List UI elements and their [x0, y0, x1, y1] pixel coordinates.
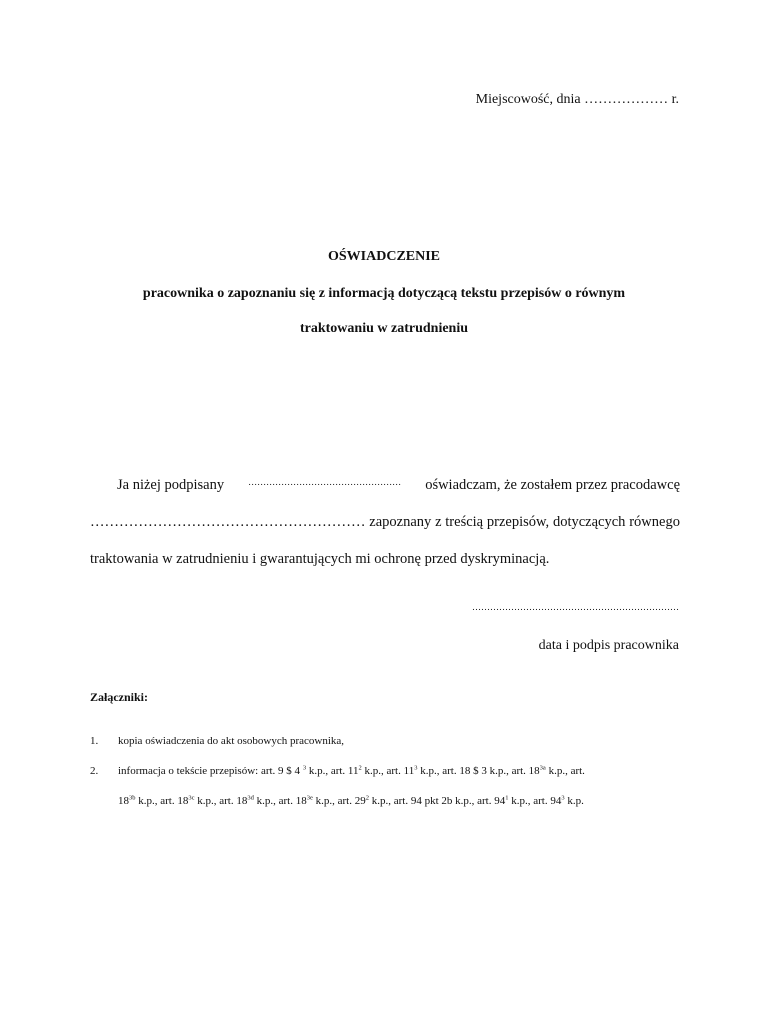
statement-word: równego — [629, 514, 680, 530]
superscript: 1 — [505, 794, 509, 802]
superscript: 2 — [365, 794, 369, 802]
superscript: 3 — [302, 764, 307, 772]
superscript: 2 — [358, 764, 362, 772]
attachment-item-2-line-2: $18^{3b}$ k.p., art. $18^{3c}$ k.p., art. $18^{3d}$ k.p., art. $18^{3e}$ k.p., art. $29^2$ k.p., art. 94 pkt 2b k.p., art. $94^1$ k.p., art. $94^3$ k.p. — [118, 794, 584, 807]
employer-blank: ………………………………………………… — [90, 514, 366, 530]
name-blank: …………………………………………… — [248, 477, 402, 487]
statement-word: dotyczących — [552, 514, 626, 530]
superscript: 3c — [188, 794, 195, 802]
document-subtitle-line-2: traktowaniu w zatrudnieniu — [299, 321, 469, 336]
statement-word: zapoznany — [369, 514, 432, 530]
attachment-item-2-line-1: informacja o tekście przepisów: art. 9 $ 4 $^3$ k.p., art. $11^2$ k.p., art. $11^3$ k.p., art. 18 $ 3 k.p., art. $18^{3a}$ k.p., art. — [118, 764, 585, 777]
statement-word: przepisów, — [486, 514, 550, 530]
statement-line-3: traktowania w zatrudnieniu i gwarantujących mi ochronę przed dyskryminacją. — [90, 551, 550, 567]
attachment-number: 2. — [90, 765, 99, 777]
statement-word: z — [435, 514, 442, 530]
superscript: 3a — [539, 764, 546, 772]
statement-opening: Ja niżej podpisany — [117, 477, 225, 493]
statement-clause: oświadczam, że zostałem przez pracodawcę — [425, 477, 680, 493]
superscript: 3 — [561, 794, 565, 802]
place-date: Miejscowość, dnia ……………… r. — [475, 92, 679, 107]
signature-label: data i podpis pracownika — [538, 638, 679, 653]
attachment-number: 1. — [90, 735, 99, 747]
signature-line: …………………………………………………………… — [472, 602, 679, 612]
superscript: 3 — [414, 764, 418, 772]
attachments-heading: Załączniki: — [90, 690, 149, 704]
statement-word: treścią — [445, 514, 484, 530]
statement-line-2 — [90, 514, 680, 531]
superscript: 3e — [306, 794, 313, 802]
statement-line-1 — [90, 477, 680, 494]
attachment-item-1: kopia oświadczenia do akt osobowych pracownika, — [118, 735, 345, 747]
document-subtitle-line-1: pracownika o zapoznaniu się z informacją dotyczącą tekstu przepisów o równym — [142, 286, 626, 301]
superscript: 3b — [129, 794, 136, 802]
document-title: OŚWIADCZENIE — [327, 249, 441, 264]
superscript: 3d — [247, 794, 254, 802]
